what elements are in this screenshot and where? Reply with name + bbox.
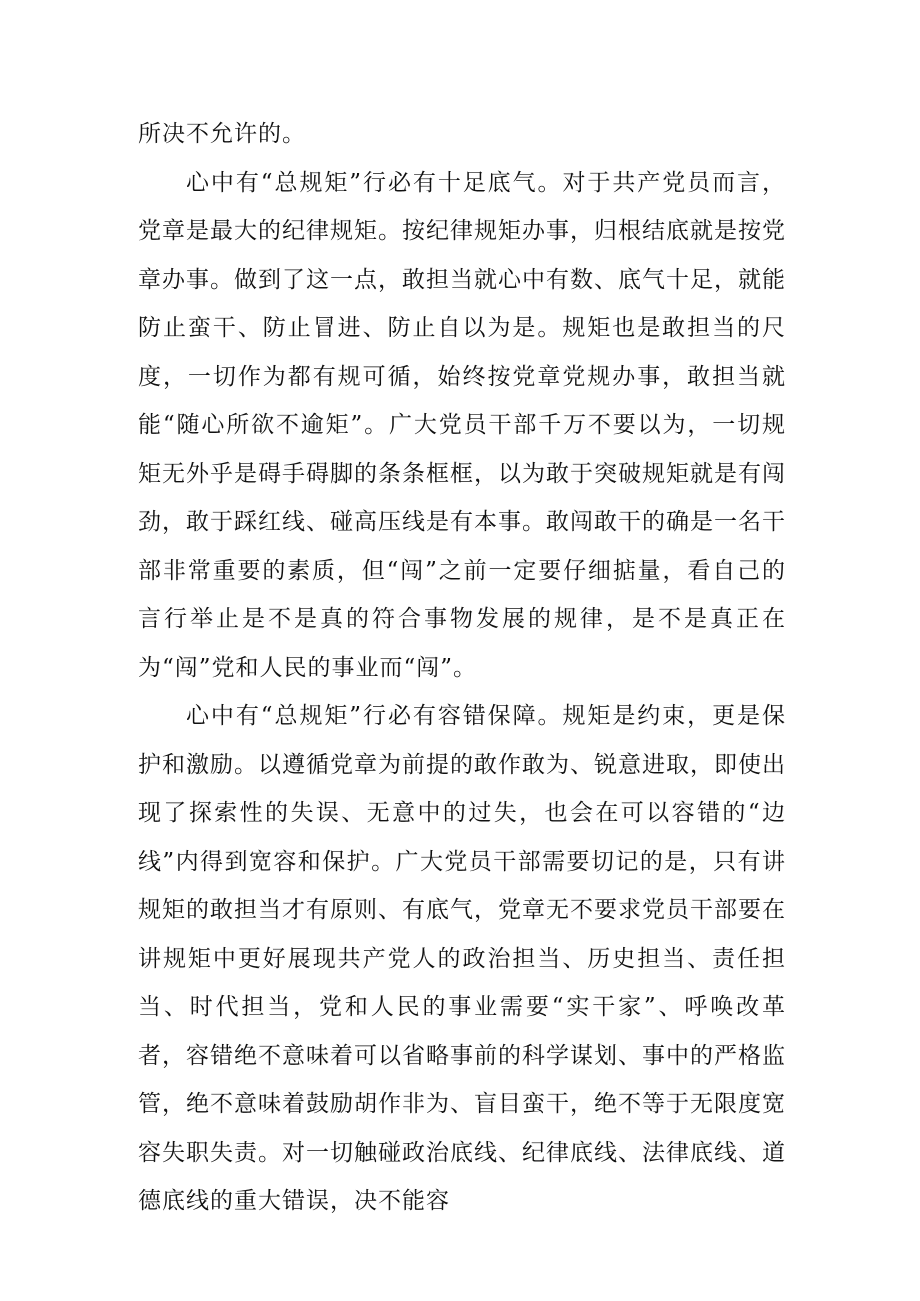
paragraph-fault-tolerance: 心中有“总规矩”行必有容错保障。规矩是约束，更是保护和激励。以遵循党章为前提的敢作敢为、锐意进取，即使出现了探索性的失误、无意中的过失，也会在可以容错的“边线”内得到宽容和保护。广大党员干部需要切记的是，只有讲规矩的敢担当才有原则、有底气，党章无不要求党员干部要在讲规矩中更好展现共产党人的政治担当、历史担当、责任担当、时代担当，党和人民的事业需要“实干家”、呼唤改革者，容错绝不意味着可以省略事前的科学谋划、事中的严格监管，绝不意味着鼓励胡作非为、盲目蛮干，绝不等于无限度宽容失职失责。对一切触碰政治底线、纪律底线、法律底线、道德底线的重大错误，决不能容	[138, 703, 786, 1214]
paragraph-confidence: 心中有“总规矩”行必有十足底气。对于共产党员而言，党章是最大的纪律规矩。按纪律规矩办事，归根结底就是按党章办事。做到了这一点，敢担当就心中有数、底气十足，就能防止蛮干、防止冒进、防止自以为是。规矩也是敢担当的尺度，一切作为都有规可循，始终按党章党规办事，敢担当就能“随心所欲不逾矩”。广大党员干部千万不要以为，一切规矩无外乎是碍手碍脚的条条框框，以为敢于突破规矩就是有闯劲，敢于踩红线、碰高压线是有本事。敢闯敢干的确是一名干部非常重要的素质，但“闯”之前一定要仔细掂量，看自己的言行举止是不是真的符合事物发展的规律，是不是真正在为“闯”党和人民的事业而“闯”。	[138, 169, 786, 681]
paragraph-continuation: 所决不允许的。	[138, 121, 306, 147]
body-text	[138, 110, 786, 1226]
